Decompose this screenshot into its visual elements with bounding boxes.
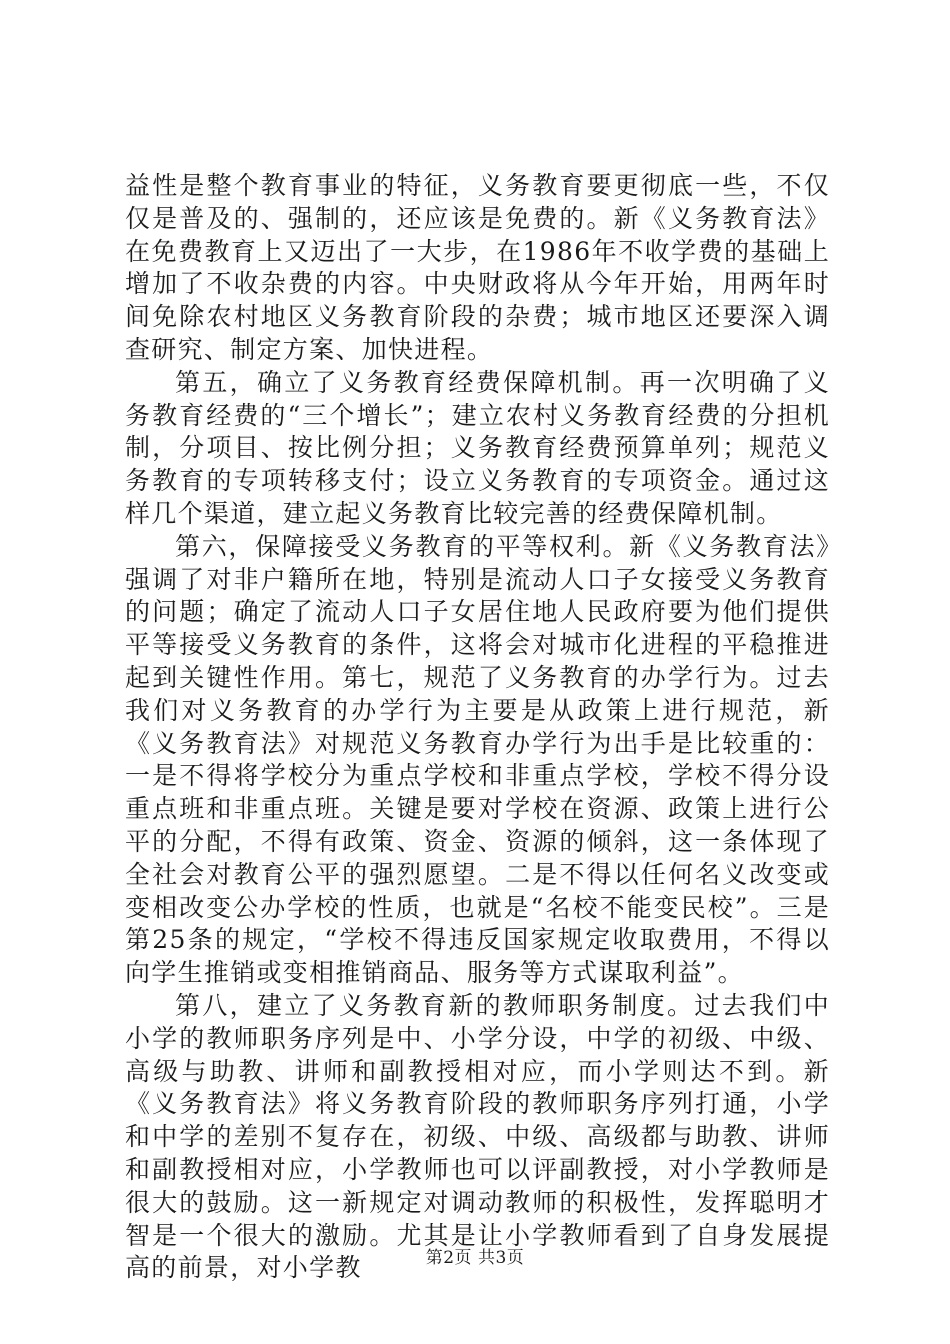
paragraph-3: 第六，保障接受义务教育的平等权利。新《义务教育法》强调了对非户籍所在地，特别是流动人口子女接受义务教育的问题；确定了流动人口子女居住地人民政府要为他们提供平等接受义务教育的条件，这将会对城市化进程的平稳推进起到关键性作用。第七，规范了义务教育的办学行为。过去我们对义务教育的办学行为主要是从政策上进行规范，新《义务教育法》对规范义务教育办学行为出手是比较重的：一是不得将学校分为重点学校和非重点学校，学校不得分设重点班和非重点班。关键是要对学校在资源、政策上进行公平的分配，不得有政策、资金、资源的倾斜，这一条体现了全社会对教育公平的强烈愿望。二是不得以任何名义改变或变相改变公办学校的性质，也就是“名校不能变民校”。三是第25条的规定，“学校不得违反国家规定收取费用，不得以向学生推销或变相推销商品、服务等方式谋取利益”。 [125, 531, 830, 988]
paragraph-4: 第八，建立了义务教育新的教师职务制度。过去我们中小学的教师职务序列是中、小学分设，中学的初级、中级、高级与助教、讲师和副教授相对应，而小学则达不到。新《义务教育法》将义务教育阶段的教师职务序列打通，小学和中学的差别不复存在，初级、中级、高级都与助教、讲师和副教授相对应，小学教师也可以评副教授，对小学教师是很大的鼓励。这一新规定对调动教师的积极性，发挥聪明才智是一个很大的激励。尤其是让小学教师看到了自身发展提高的前景，对小学教 [125, 990, 830, 1283]
paragraph-2: 第五，确立了义务教育经费保障机制。再一次明确了义务教育经费的“三个增长”；建立农村义务教育经费的分担机制，分项目、按比例分担；义务教育经费预算单列；规范义务教育的专项转移支付；设立义务教育的专项资金。通过这样几个渠道，建立起义务教育比较完善的经费保障机制。 [125, 367, 830, 528]
document-body [125, 170, 830, 1285]
paragraph-1: 益性是整个教育事业的特征，义务教育要更彻底一些，不仅仅是普及的、强制的，还应该是免费的。新《义务教育法》在免费教育上又迈出了一大步，在1986年不收学费的基础上增加了不收杂费的内容。中央财政将从今年开始，用两年时间免除农村地区义务教育阶段的杂费；城市地区还要深入调查研究、制定方案、加快进程。 [125, 171, 830, 364]
page-number-footer: 第2页 共3页 [425, 1248, 525, 1268]
